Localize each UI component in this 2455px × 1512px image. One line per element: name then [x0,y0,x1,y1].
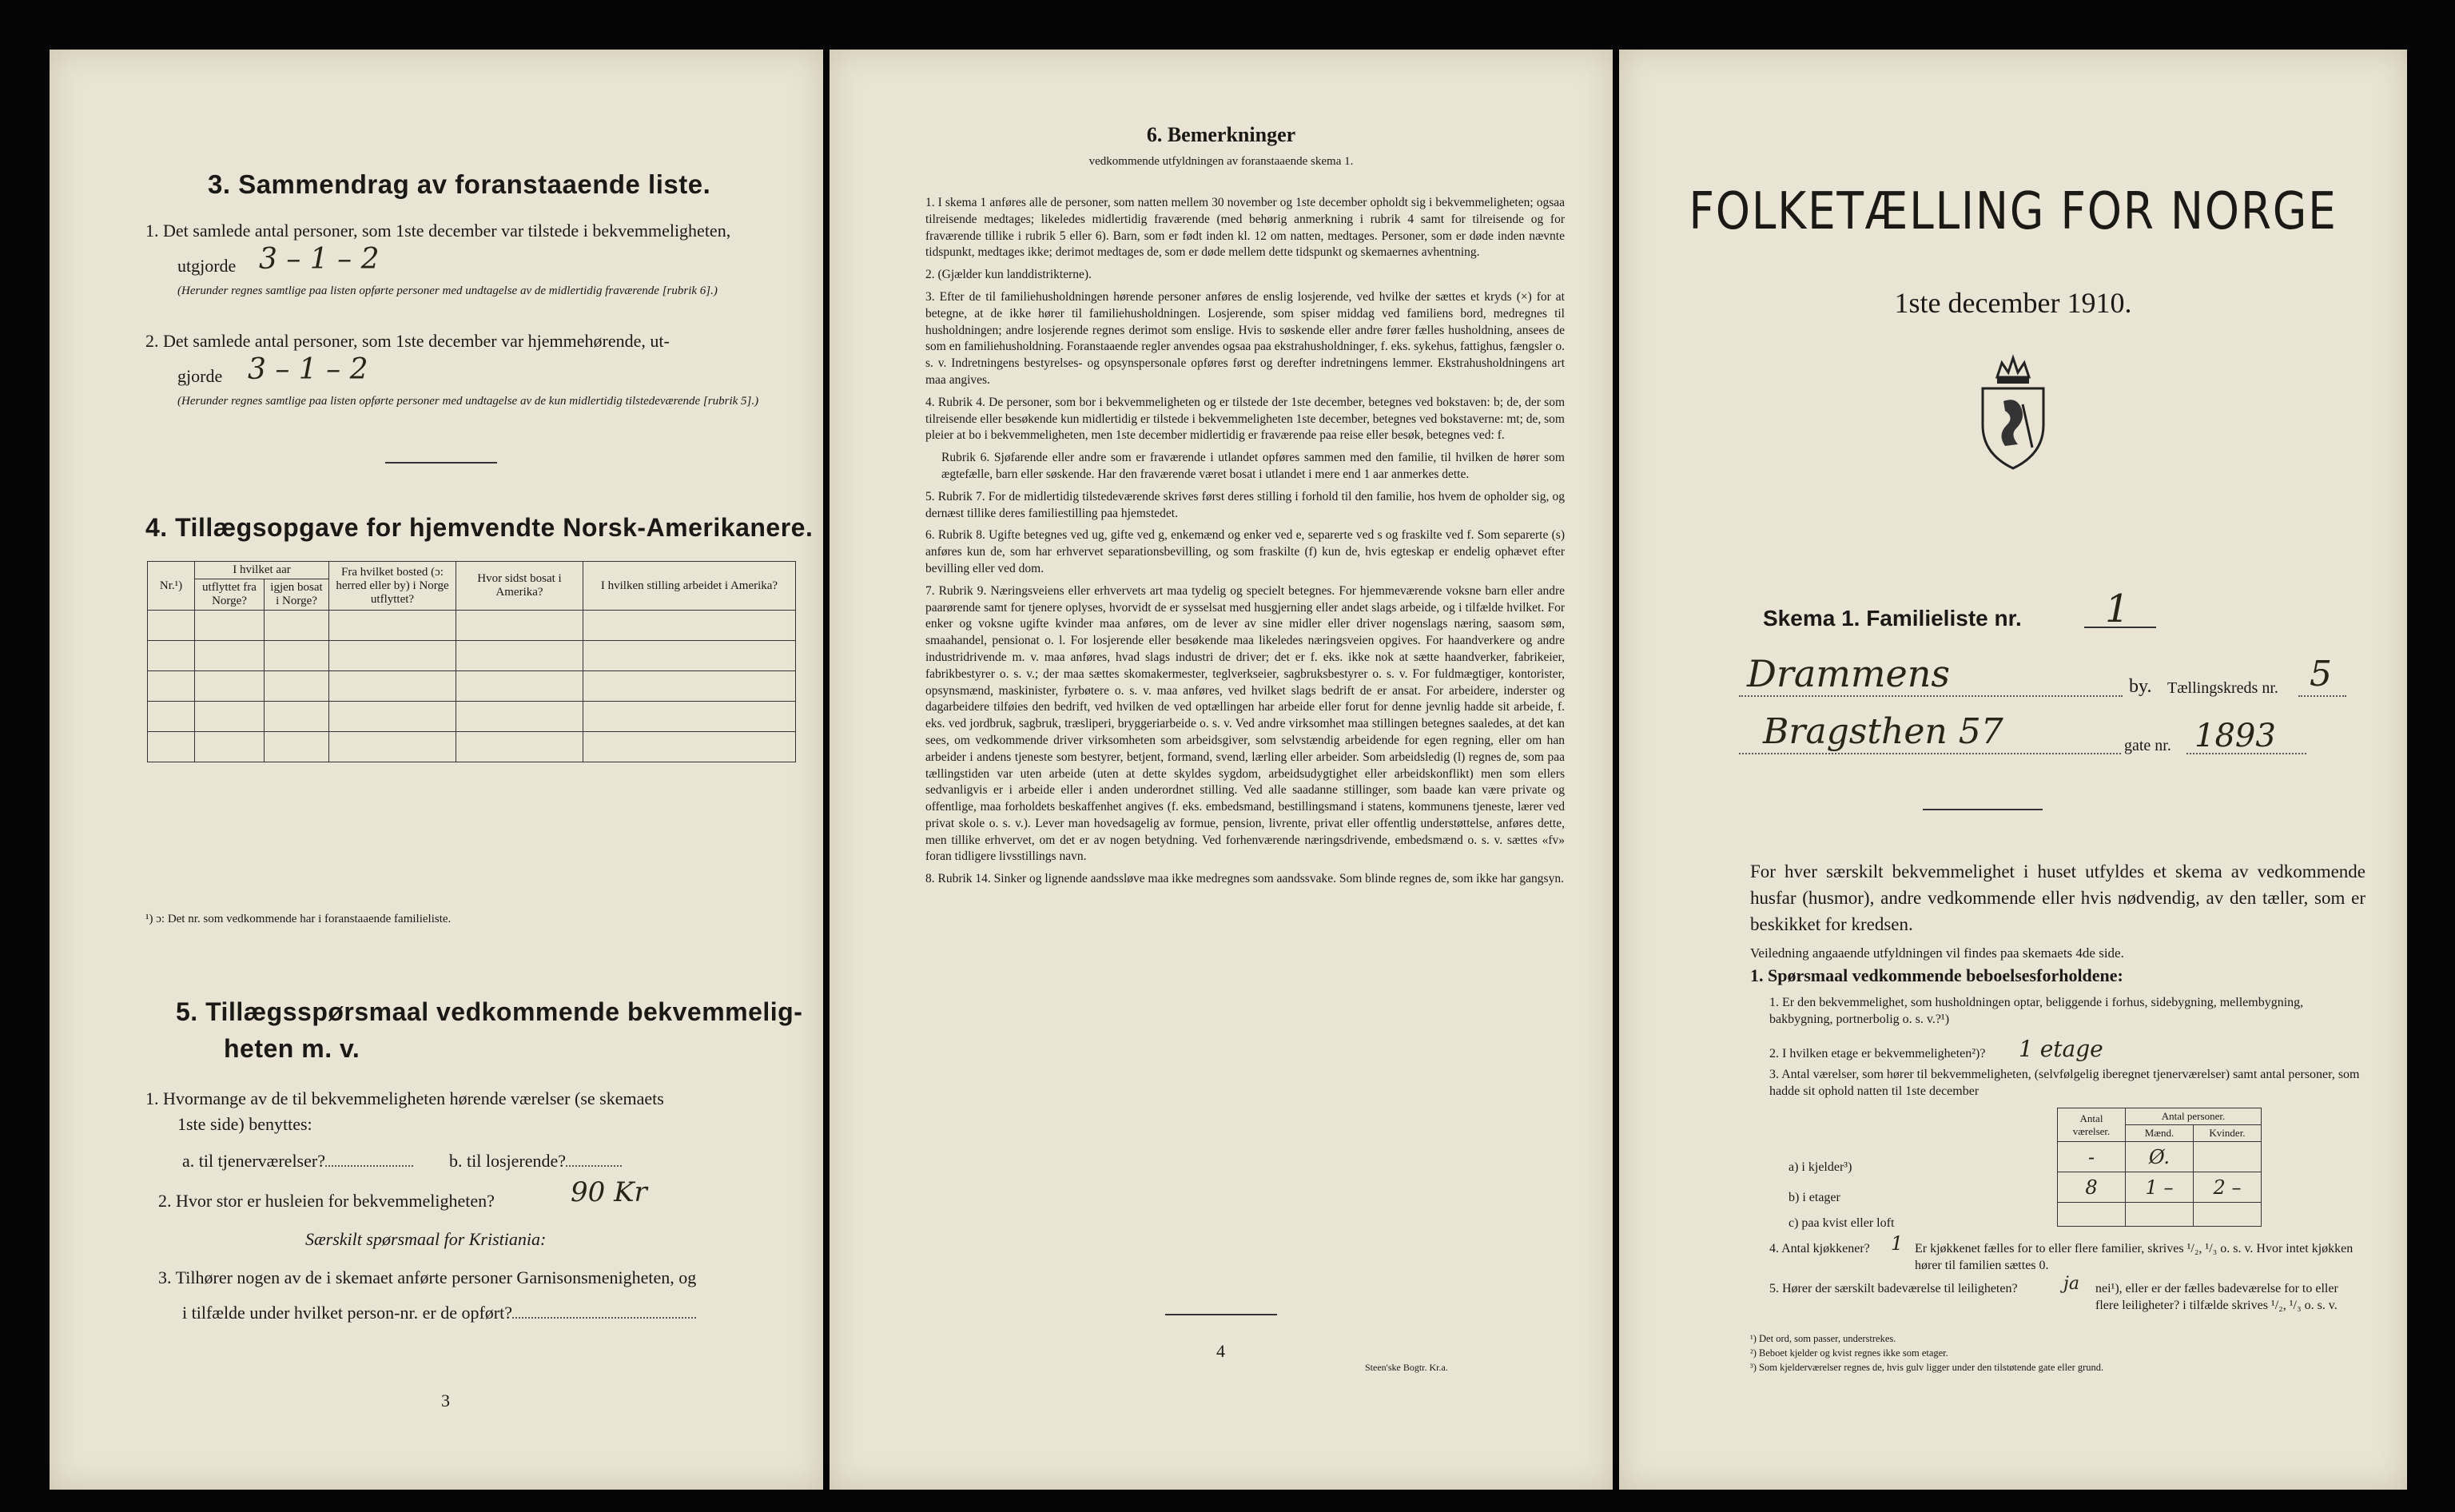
remark-3: 3. Efter de til familiehusholdningen hørende personer anføres de enslig losjerende, ved hvilke der sættes et kryds (×) for at betegne, at de ikke hører til familiehusholdningen. Losjerende, som spiser middag ved familiens bord, medregnes til husholdningen; andre losjerende regnes derimot som enslige. Hvis to søskende eller andre fører fælles husholdning, ansees de som en familiehusholdning. Foranstaaende regler anvendes ogsaa paa ekstrahusholdninger, f. eks. sykehus, fattighus, fængsler o. s. v. Indretningens bestyrelses- og opsynspersonale opføres først og derefter indretningens lemmer. Ekstrahusholdningens art maa angives. [925,289,1565,387]
col-group: I hvilket aar [195,562,329,579]
remark-1: 1. I skema 1 anføres alle de personer, som natten mellem 30 november og 1ste december opholdt sig i bekvemmeligheten; ogsaa tilreisende medtages; likeledes midlertidig fraværende (med behørig anmerkning i rubrik 4 samt for tilreisende og for fraværende tillike i rubrik 5 eller 6). Barn, som er født inden kl. 12 om natten, medtages. Personer, som er døde inden nævnte tidspunkt, medtages ikke; derimot medtages de, som er døde mellem dette tidspunkt og skemaernes avhentning. [925,196,1565,260]
q1-5b: nei¹), eller er der fælles badeværelse for to eller flere leiligheter? i tilfælde skrives ¹/₂, ¹/₃ o. s. v. [2095,1282,2338,1312]
document-title: FOLKETÆLLING FOR NORGE [1689,182,2338,241]
table-row [2058,1172,2262,1203]
col-utflyttet: utflyttet fra Norge? [195,579,265,611]
page-3 [50,50,823,1490]
q1-5-handwriting: ja [2063,1274,2079,1294]
remark-8: 8. Rubrik 14. Sinker og lignende aandssløve maa ikke medregnes som aandssvake. Som blinde regnes de, som ikke har gangsyn. [925,872,1564,886]
skema-label: Skema 1. Familieliste nr. [1763,606,2022,631]
section-5-title-line2: heten m. v. [224,1034,360,1063]
printer-mark: Steen'ske Bogtr. Kr.a. [1365,1362,1448,1373]
col-stilling: I hvilken stilling arbeidet i Amerika? [583,562,796,611]
s5-q3-text: 3. Tilhører nogen av de i skemaet anførte personer Garnisonsmenigheten, og [158,1267,697,1287]
divider [1923,809,2043,810]
s3-item1-handwriting: 3 – 1 – 2 [259,243,380,276]
q1-1: 1. Er den bekvemmelighet, som husholdningen optar, beliggende i forhus, sidebygning, mellembygning, bakbygning, portnerbolig o. s. v.?¹) [1769,996,2304,1026]
q1-3: 3. Antal værelser, som hører til bekvemmeligheten, (selvfølgelig iberegnet tjenerværelser) samt antal personer, som hadde sit ophold natten til 1ste december [1769,1068,2360,1098]
col-sidst: Hvor sidst bosat i Amerika? [456,562,583,611]
table-row [2058,1142,2262,1172]
s5-q1b [449,1149,622,1173]
q1-4b: Er kjøkkenet fælles for to eller flere familier, skrives ¹/₂, ¹/₃ o. s. v. Hvor intet kjøkken hører til familien sættes 0. [1915,1242,2354,1272]
table-row [148,611,796,641]
census-date: 1ste december 1910. [1894,287,2132,319]
norsk-amerikanere-table [147,561,796,762]
s3-item1-note: (Herunder regnes samtlige paa listen opførte personer med undtagelse av de midlertidig fraværende [rubrik 6].) [177,284,718,297]
row-a-label: a) i kjelder³) [1789,1160,1852,1174]
s5-subheading: Særskilt spørsmaal for Kristiania: [305,1229,547,1249]
bemerkninger-subtitle: vedkommende utfyldningen av foranstaaende skema 1. [1088,155,1354,168]
remark-2: 2. (Gjælder kun landdistrikterne). [925,268,1092,282]
guide-text: Veiledning angaaende utfyldningen vil findes paa skemaets 4de side. [1750,945,2124,961]
a-vaerelser: - [2058,1142,2126,1172]
footnote-3: ³) Som kjelderværelser regnes de, hvis gulv ligger under den tilstøtende gate eller grund. [1750,1362,2104,1373]
q1-2: 2. I hvilken etage er bekvemmeligheten²)? [1769,1047,1986,1060]
page-number: 3 [441,1391,450,1411]
gate-label: gate nr. [2124,737,2171,754]
s5-q2-handwriting: 90 Kr [571,1176,647,1208]
s5-q1b-field[interactable] [566,1165,622,1167]
s4-footnote: ¹) ɔ: Det nr. som vedkommende har i foranstaaende familieliste. [145,913,452,925]
s5-q2-text: 2. Hvor stor er husleien for bekvemmeligheten? [158,1191,495,1211]
col-nr: Nr.¹) [148,562,195,611]
table-row [148,732,796,762]
table-row [148,702,796,732]
section-3-title: 3. Sammendrag av foranstaaende liste. [208,169,711,199]
remark-7: 7. Rubrik 9. Næringsveiens eller erhvervets art maa tydelig og specielt betegnes. For hjemmeværende voksne barn eller andre paarørende samt for tjenere oplyses, hvorvidt de er sysselsat med husgjerning eller andet slags arbeide, og i tilfælde hvilket. For enker og voksne ugifte kvinder maa anføres, om de lever av sine midler eller driver nogenslags næring, saasom søm, smaahandel, pensionat o. l. For losjerende eller besøkende maa likeledes næringsveien opgives. For haandverkere og andre industridrivende m. v. maa anføres, hvad slags industri de driver; det er f. eks. ikke nok at sætte haandverker, fabrikeier, fabrikbestyrer o. s. v.; der maa sættes skomakermester, teglverkseier, sagbruksbestyrer o. s. v. For fuldmægtiger, kontorister, opsynsmænd, maskinister, fyrbøtere o. s. v. maa anføres, ved hvilket slags bedrift de er ansat. For arbeidere, inderster og dagarbeidere tilføies den bedrift, ved hvilken de ved optællingen har arbeide eller forut for denne jevnlig hadde sit arbeide, f. eks. ved jordbruk, sagbruk, træsliperi, bryggeriarbeide o. s. v. Ved andre virksomhet maa stillingen betegnes saaledes, at det kan sees, om vedkommende driver virksomheten som arbeidsgiver, som selvstændig arbeidende for egen regning, eller om han arbeider i andens tjeneste som bestyrer, betjent, formand, svend, lærling eller arbeider. Som arbeidsledig (l) regnes de, som paa tællingstiden var uten arbeide (uten at dette skyldes sygdom, arbeidsudygtighet eller arbeidskonflikt) men som ellers sedvanligvis er i arbeide eller i anden underordnet stilling. Ved alle saadanne stillinger, som baade kan være private og offentlige, maa forholdets beskaffenhet angives (f. eks. embedsmand, bestillingsmand i statens, kommunens tjeneste, lærer ved privat skole o. s. v.). Lever man hovedsagelig av formue, pension, livrente, privat eller offentlig understøttelse, anføres dette, men tillike erhvervet, om det er av nogen betydning. Ved forhenværende næringsdrivende, embedsmænd o. s. v. sættes «fv» foran tidligere livsstillings navn. [925,583,1565,864]
q1-2-handwriting: 1 etage [2019,1036,2103,1062]
table-row [148,641,796,671]
s3-item1-text: 1. Det samlede antal personer, som 1ste december var tilstede i bekvemmeligheten, [145,221,731,241]
col-kvinder: Kvinder. [2194,1125,2262,1142]
q1-4-handwriting: 1 [1891,1232,1904,1255]
remark-5: 5. Rubrik 7. For de midlertidig tilstedeværende skrives først deres stilling i forhold til den familie, hos hvem de opholder sig, og dernæst tillike deres familiestilling paa hjemstedet. [925,489,1565,520]
s3-item1-label: utgjorde [177,256,237,276]
by-label: by. [2129,676,2152,697]
familieliste-nr-field[interactable] [2084,627,2156,628]
city-handwriting: Drammens [1747,652,1950,695]
remark-4: 4. Rubrik 4. De personer, som bor i bekvemmeligheten og er tilstede der 1ste december, betegnes ved bokstaven: b; de, der som tilreisende eller besøkende kun midlertidig er tilstede i bekvemmeligheten 1ste december, betegnes ved bokstaverne: mt; de, som pleier at bo i bekvemmeligheten, men 1ste december midlertidig er fraværende paa reise eller besøk, betegnes ved: f. [925,395,1565,443]
bemerkninger-title: 6. Bemerkninger [1146,123,1296,146]
col-maend: Mænd. [2126,1125,2194,1142]
divider [385,462,497,464]
page-4 [830,50,1613,1490]
gate-handwriting: 1893 [2194,718,2276,754]
b-maend: 1 – [2126,1172,2194,1203]
col-antal-vaerelser: Antal værelser. [2058,1108,2126,1142]
remark-6: 6. Rubrik 8. Ugifte betegnes ved ug, gifte ved g, enkemænd og enker ved e, separerte ved s og fraskilte ved f. Som separerte (s) anføres kun de, som har erhvervet separationsbevilling, og som fraskilte (f) kun de, hvis egteskap er endelig ophævet efter bevilling eller ved dom. [925,528,1565,575]
q1-5: 5. Hører der særskilt badeværelse til leiligheten? [1769,1282,2018,1295]
table-row [2058,1203,2262,1227]
s5-q1b-label: b. til losjerende? [449,1151,567,1171]
kreds-field[interactable] [2298,695,2346,697]
kreds-handwriting: 5 [2310,654,2332,694]
a-maend: Ø. [2126,1142,2194,1172]
intro-text: For hver særskilt bekvemmelighet i huset utfyldes et skema av vedkommende husfar (husmor), andre vedkommende eller hvis nødvendig, av den tæller, som er beskikket for kredsen. [1750,861,2365,934]
s5-q1-text2: 1ste side) benyttes: [177,1114,312,1134]
col-bosted: Fra hvilket bosted (ɔ: herred eller by) i Norge utflyttet? [329,562,456,611]
s3-item2-note: (Herunder regnes samtlige paa listen opførte personer med undtagelse av de kun midlertidig tilstedeværende [rubrik 5].) [177,395,759,408]
s5-q3-text2 [182,1301,696,1325]
remark-4b: Rubrik 6. Sjøfarende eller andre som er fraværende i utlandet opføres sammen med den familie, til hvilken de hører som ægtefælle, barn eller søskende. Har den fraværende været bosat i utlandet i mere end 1 aar anmerkes dette. [941,451,1565,481]
city-field[interactable] [1739,695,2123,697]
remarks-list [925,195,1565,893]
s5-q1a [182,1149,413,1173]
col-antal-personer: Antal personer. [2126,1108,2262,1125]
s5-q1a-field[interactable] [325,1165,413,1167]
row-c-label: c) paa kvist eller loft [1789,1216,1895,1230]
col-igjen: igjen bosat i Norge? [265,579,329,611]
b-vaerelser: 8 [2058,1172,2126,1203]
kreds-label: Tællingskreds nr. [2167,679,2278,697]
s5-q1a-label: a. til tjenerværelser? [182,1151,325,1171]
s3-item2-text: 2. Det samlede antal personer, som 1ste december var hjemmehørende, ut- [145,331,670,351]
table-row [148,671,796,702]
familieliste-nr-handwriting: 1 [2105,587,2130,631]
s3-item2-label: gjorde [177,366,223,386]
section-4-title: 4. Tillægsopgave for hjemvendte Norsk-Amerikanere. [145,513,814,542]
s5-q1-text: 1. Hvormange av de til bekvemmeligheten hørende værelser (se skemaets [145,1088,664,1108]
footnotes [1750,1331,2103,1375]
norway-coat-of-arms-icon [1973,352,2053,472]
section-5-title-line1: 5. Tillægsspørsmaal vedkommende bekvemmelig- [176,997,803,1026]
vaerelser-table [2057,1108,2262,1227]
page-number: 4 [1216,1341,1225,1361]
gate-field[interactable] [2186,753,2306,754]
q1-title: 1. Spørsmaal vedkommende beboelsesforholdene: [1750,965,2123,985]
s3-item2-handwriting: 3 – 1 – 2 [248,353,368,386]
page-1 [1619,50,2407,1490]
s5-q3-field[interactable] [512,1317,696,1319]
footnote-1: ¹) Det ord, som passer, understrekes. [1750,1333,1896,1344]
s5-q3-label: i tilfælde under hvilket person-nr. er de opført? [182,1303,512,1323]
b-kvinder: 2 – [2194,1172,2262,1203]
street-handwriting: Bragsthen 57 [1763,711,2003,752]
divider [1165,1314,1277,1315]
street-field[interactable] [1739,753,2121,754]
q1-4: 4. Antal kjøkkener? [1769,1242,1870,1255]
footnote-2: ²) Beboet kjelder og kvist regnes ikke som etager. [1750,1347,1948,1359]
row-b-label: b) i etager [1789,1191,1840,1204]
